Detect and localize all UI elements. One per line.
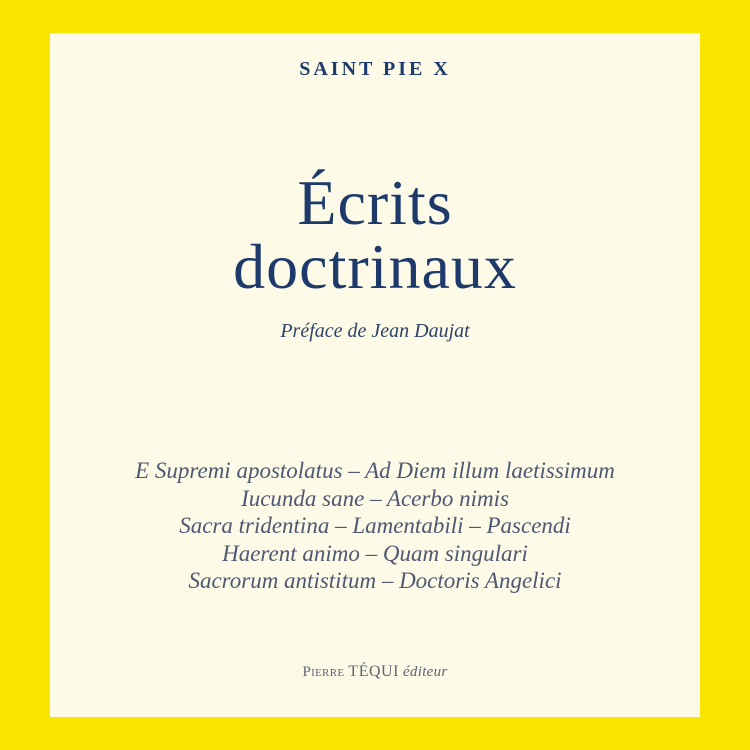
preface-credit: Préface de Jean Daujat	[280, 320, 470, 342]
works-list	[50, 457, 700, 595]
title-line-1: Écrits	[297, 167, 453, 238]
publisher-last-name: TÉQUI	[348, 663, 399, 680]
works-line: Haerent animo – Quam singulari	[222, 540, 528, 566]
works-line: E Supremi apostolatus – Ad Diem illum laetissimum	[135, 458, 615, 483]
works-line: Iucunda sane – Acerbo nimis	[241, 485, 509, 511]
publisher-imprint	[50, 663, 700, 681]
cover-inner-panel	[50, 33, 700, 717]
publisher-suffix: éditeur	[402, 664, 448, 680]
publisher-first-name: Pierre	[302, 664, 345, 680]
works-line: Sacra tridentina – Lamentabili – Pascendi	[179, 513, 571, 538]
author-name: SAINT PIE X	[299, 58, 451, 80]
book-title	[50, 167, 700, 302]
works-line: Sacrorum antistitum – Doctoris Angelici	[188, 568, 562, 593]
title-line-2: doctrinaux	[233, 231, 517, 302]
